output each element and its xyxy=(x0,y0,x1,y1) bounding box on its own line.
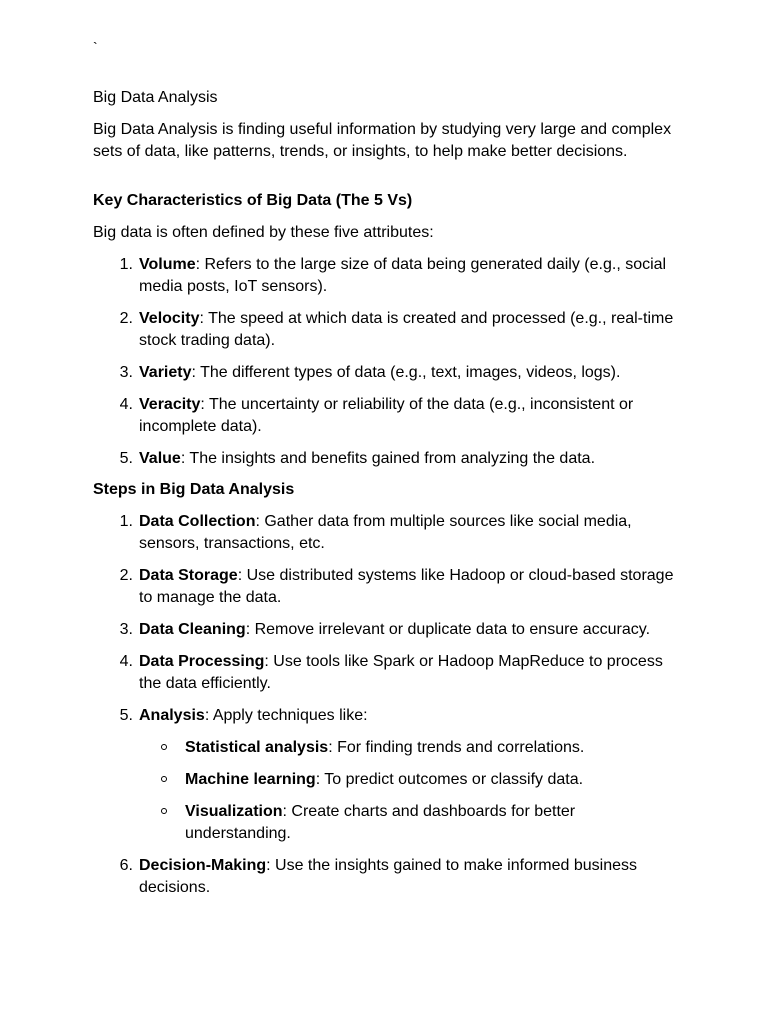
characteristics-list xyxy=(93,254,683,470)
list-text: : The speed at which data is created and processed (e.g., real-time stock trading data). xyxy=(139,310,674,349)
hollow-bullet-icon xyxy=(161,744,167,750)
list-number: 4. xyxy=(119,653,133,670)
list-number: 1. xyxy=(119,256,133,273)
list-number: 5. xyxy=(119,707,133,724)
list-text: : Apply techniques like: xyxy=(204,707,368,724)
list-text: : Use distributed systems like Hadoop or cloud-based storage to manage the data. xyxy=(139,567,674,606)
list-term: Data Cleaning xyxy=(139,621,246,638)
list-item xyxy=(93,448,683,470)
steps-heading: Steps in Big Data Analysis xyxy=(93,481,295,498)
list-term: Value xyxy=(139,450,181,467)
list-number: 2. xyxy=(119,567,133,584)
list-number: 3. xyxy=(119,364,133,381)
list-number: 1. xyxy=(119,513,133,530)
sub-list-item xyxy=(139,769,683,791)
hollow-bullet-icon xyxy=(161,808,167,814)
list-text: : Remove irrelevant or duplicate data to ensure accuracy. xyxy=(245,621,651,638)
list-text: : Use the insights gained to make informed business decisions. xyxy=(139,857,638,896)
list-text: : Create charts and dashboards for better understanding. xyxy=(185,803,576,842)
sub-list-item xyxy=(139,801,683,845)
list-term: Analysis xyxy=(139,707,205,724)
list-number: 5. xyxy=(119,450,133,467)
list-text: : The insights and benefits gained from analyzing the data. xyxy=(180,450,596,467)
list-number: 6. xyxy=(119,857,133,874)
list-term: Variety xyxy=(139,364,192,381)
list-term: Data Storage xyxy=(139,567,238,584)
list-term: Decision-Making xyxy=(139,857,267,874)
list-item xyxy=(93,362,683,384)
list-term: Veracity xyxy=(139,396,201,413)
list-number: 2. xyxy=(119,310,133,327)
list-item xyxy=(93,511,683,555)
characteristics-lead: Big data is often defined by these five attributes: xyxy=(93,224,434,241)
document-page xyxy=(93,36,683,899)
list-item xyxy=(93,619,683,641)
stray-backtick: ` xyxy=(93,39,98,55)
list-text: : For finding trends and correlations. xyxy=(328,739,585,756)
list-term: Data Collection xyxy=(139,513,256,530)
list-item xyxy=(93,651,683,695)
list-item xyxy=(93,855,683,899)
list-text: : The uncertainty or reliability of the data (e.g., inconsistent or incomplete data). xyxy=(139,396,634,435)
list-term: Machine learning xyxy=(185,771,316,788)
characteristics-heading: Key Characteristics of Big Data (The 5 Vs) xyxy=(93,192,413,209)
list-term: Velocity xyxy=(139,310,200,327)
list-text: : Gather data from multiple sources like social media, sensors, transactions, etc. xyxy=(139,513,632,552)
list-term: Volume xyxy=(139,256,196,273)
list-item xyxy=(93,254,683,298)
list-text: : The different types of data (e.g., text, images, videos, logs). xyxy=(191,364,621,381)
steps-list xyxy=(93,511,683,899)
list-item xyxy=(93,565,683,609)
hollow-bullet-icon xyxy=(161,776,167,782)
list-number: 4. xyxy=(119,396,133,413)
list-item xyxy=(93,394,683,438)
list-text: : Use tools like Spark or Hadoop MapReduce to process the data efficiently. xyxy=(139,653,663,692)
list-item xyxy=(93,705,683,845)
sub-list-item xyxy=(139,737,683,759)
intro-paragraph: Big Data Analysis is finding useful information by studying very large and complex sets of data, like patterns, trends, or insights, to help make better decisions. xyxy=(93,121,672,160)
analysis-techniques-list xyxy=(139,737,683,845)
list-term: Data Processing xyxy=(139,653,265,670)
list-text: : To predict outcomes or classify data. xyxy=(315,771,584,788)
document-title: Big Data Analysis xyxy=(93,89,218,106)
list-item xyxy=(93,308,683,352)
list-term: Statistical analysis xyxy=(185,739,329,756)
list-term: Visualization xyxy=(185,803,283,820)
list-number: 3. xyxy=(119,621,133,638)
list-text: : Refers to the large size of data being generated daily (e.g., social media posts, IoT sensors). xyxy=(139,256,667,295)
